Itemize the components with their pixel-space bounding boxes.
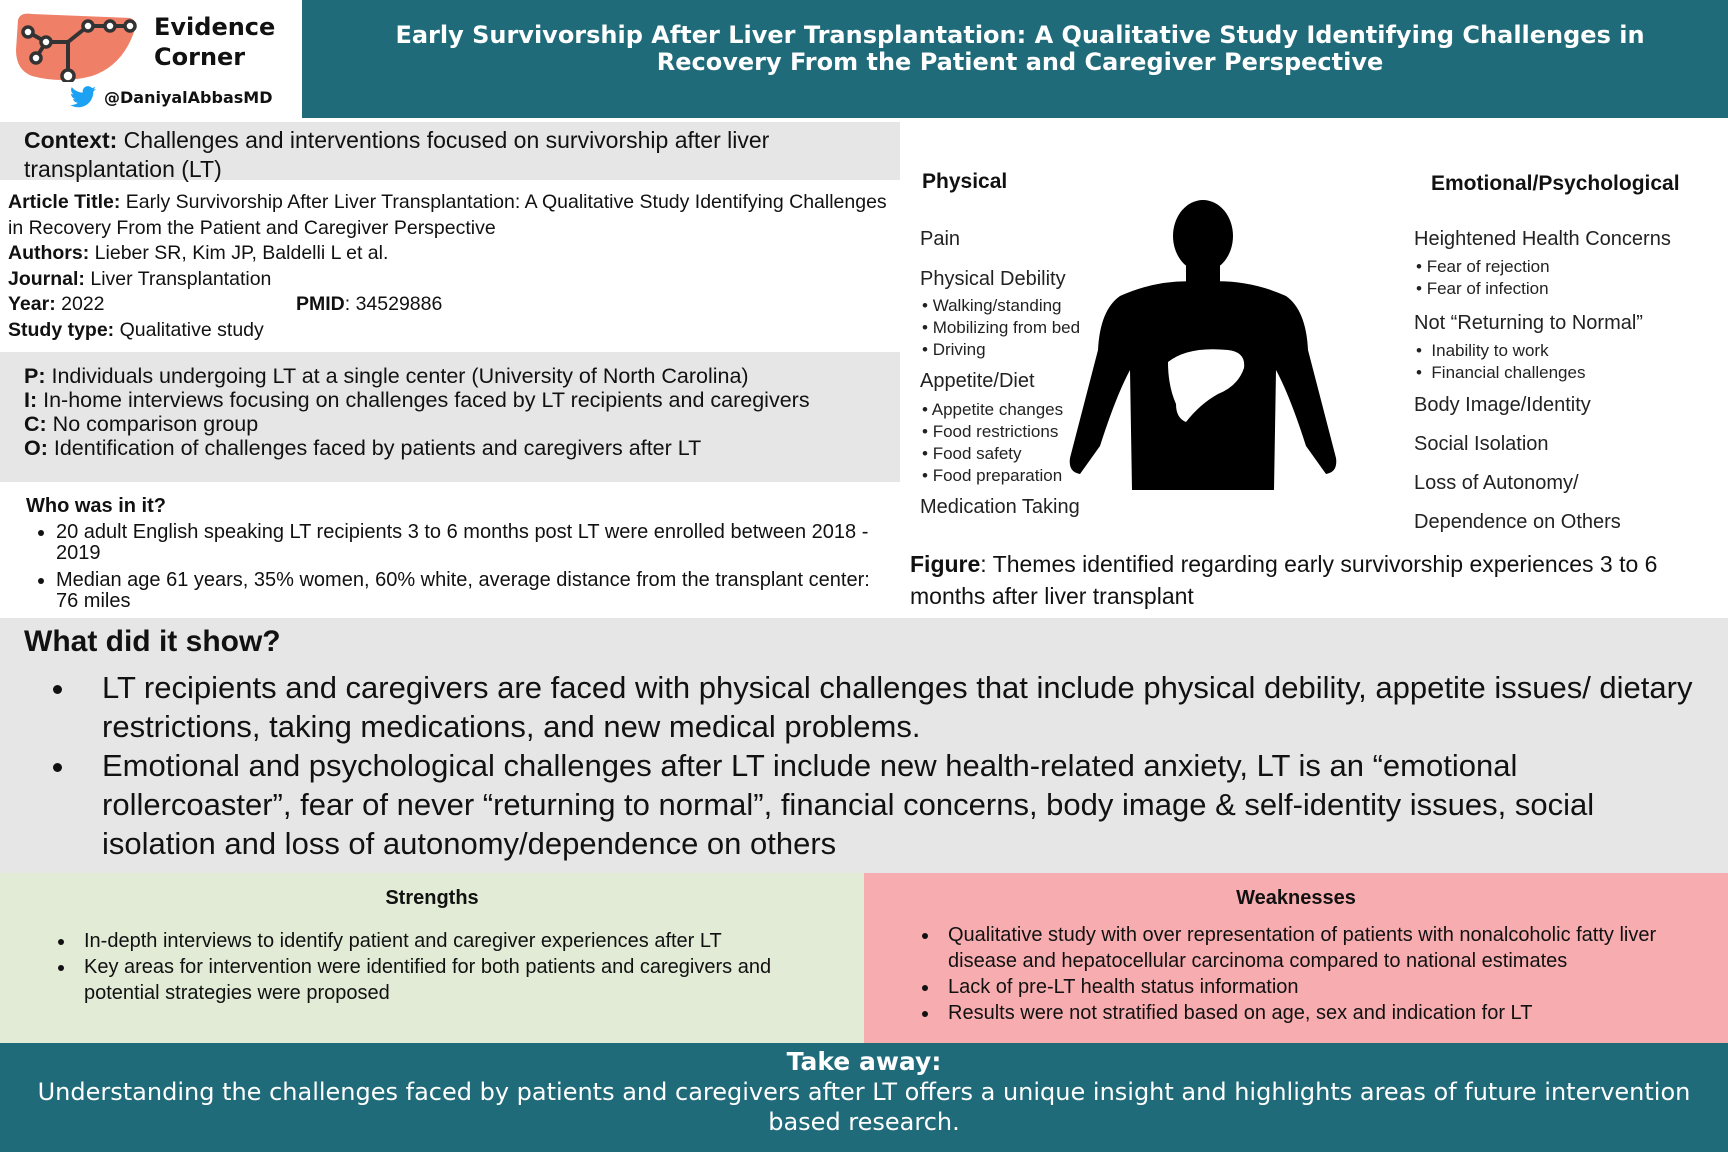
themes-figure: [900, 150, 1728, 570]
list-item: • Key areas for intervention were identified for both patients and caregivers and potential strategies were proposed: [76, 954, 834, 1006]
takeaway-text: Understanding the challenges faced by patients and caregivers after LT offers a unique insight and highlights areas of future intervention based research.: [37, 1078, 1691, 1136]
article-title-label: Article Title:: [8, 191, 121, 213]
journal: Liver Transplantation: [90, 267, 272, 290]
strengths-box: [0, 873, 864, 1043]
pico-p: Individuals undergoing LT at a single center (University of North Carolina): [51, 364, 749, 388]
theme-body-image: Body Image/Identity: [1414, 394, 1591, 416]
year: 2022: [61, 293, 105, 315]
brand-header: [0, 0, 302, 118]
takeaway-banner: [0, 1043, 1728, 1152]
findings-title: What did it show?: [24, 625, 281, 658]
list-item: • Fear of rejection: [1416, 257, 1550, 276]
theme-social-isolation: Social Isolation: [1414, 433, 1549, 455]
network-logo-icon: [12, 10, 140, 82]
title-banner: [302, 0, 1728, 118]
list-item: • Emotional and psychological challenges after LT include new health-related anxiety, LT is an “emotional rollercoaster”, fear of never “returning to normal”, financial concerns, body image & self-identity issues, social isolation and loss of autonomy/dependence on others: [78, 746, 1704, 863]
list-item: • Food safety: [922, 444, 1022, 463]
weaknesses-title: Weaknesses: [1236, 887, 1356, 909]
study-type: Qualitative study: [119, 318, 264, 341]
emotional-title: Emotional/Psychological: [1431, 172, 1680, 195]
list-item: • Walking/standing: [922, 296, 1062, 315]
year-label: Year:: [8, 293, 56, 315]
list-item: • Food restrictions: [922, 422, 1059, 441]
list-item: • Food preparation: [922, 466, 1063, 485]
theme-loss-of-autonomy: Loss of Autonomy/: [1414, 472, 1579, 494]
context-text: Challenges and interventions focused on survivorship after liver transplantation (LT): [24, 127, 770, 182]
pico-p-label: P:: [24, 364, 46, 388]
pmid: : 34529886: [344, 293, 443, 315]
pico-o-label: O:: [24, 436, 48, 460]
twitter-handle[interactable]: @DaniyalAbbasMD: [104, 87, 273, 107]
authors-label: Authors:: [8, 242, 90, 264]
population-title: Who was in it?: [26, 495, 166, 517]
strengths-title: Strengths: [385, 887, 479, 909]
study-type-label: Study type:: [8, 318, 115, 341]
pico-i: In-home interviews focusing on challenges faced by LT recipients and caregivers: [43, 388, 810, 412]
list-item: • Lack of pre-LT health status information: [940, 974, 1698, 1000]
twitter-bird-icon: [70, 86, 96, 108]
list-item: • Appetite changes: [922, 400, 1064, 419]
pmid-label: PMID: [296, 293, 345, 315]
context-box: [0, 122, 900, 180]
list-item: • Mobilizing from bed: [922, 318, 1081, 337]
article-info: [8, 190, 888, 343]
theme-dependence: Dependence on Others: [1414, 511, 1621, 533]
list-item: • Driving: [922, 340, 986, 359]
article-title: Early Survivorship After Liver Transplantation: A Qualitative Study Identifying Challenges in Recovery From the Patient and Caregiver Perspective: [8, 191, 887, 239]
list-item: • Qualitative study with over representation of patients with nonalcoholic fatty liver disease and hepatocellular carcinoma compared to national estimates: [940, 922, 1698, 974]
list-item: • Fear of infection: [1416, 279, 1549, 298]
theme-appetite-diet: Appetite/Diet: [920, 370, 1035, 392]
pico-c-label: C:: [24, 412, 47, 436]
takeaway-title: Take away:: [786, 1047, 942, 1076]
theme-pain: Pain: [920, 228, 961, 250]
journal-label: Journal:: [8, 267, 85, 290]
list-item: • Financial challenges: [1416, 363, 1586, 382]
population-section: [26, 494, 886, 618]
brand-name: Evidence Corner: [154, 13, 276, 71]
page-title: Early Survivorship After Liver Transplantation: A Qualitative Study Identifying Challenges in Recovery From the Patient and Caregiver Perspective: [395, 21, 1645, 76]
authors: Lieber SR, Kim JP, Baldelli L et al.: [94, 242, 389, 264]
pico-i-label: I:: [24, 388, 38, 412]
physical-title: Physical: [922, 170, 1008, 193]
context-label: Context:: [24, 127, 118, 153]
twitter-handle-row[interactable]: [70, 86, 272, 108]
list-item: • 20 adult English speaking LT recipients 3 to 6 months post LT were enrolled between 2018 - 2019: [56, 522, 886, 564]
list-item: • Median age 61 years, 35% women, 60% white, average distance from the transplant center: 76 miles: [56, 570, 886, 612]
list-item: • Inability to work: [1416, 341, 1549, 360]
list-item: • Results were not stratified based on age, sex and indication for LT: [940, 1000, 1698, 1026]
pico-c: No comparison group: [52, 412, 259, 436]
list-item: • LT recipients and caregivers are faced with physical challenges that include physical debility, appetite issues/ dietary restrictions, taking medications, and new medical problems.: [78, 668, 1704, 746]
theme-returning-to-normal: Not “Returning to Normal”: [1414, 312, 1643, 334]
theme-physical-debility: Physical Debility: [920, 268, 1066, 290]
theme-health-concerns: Heightened Health Concerns: [1414, 228, 1671, 250]
theme-medication-taking: Medication Taking: [920, 496, 1080, 518]
figure-caption: Figure: Themes identified regarding early survivorship experiences 3 to 6 months after liver transplant: [910, 551, 1658, 609]
findings-section: [0, 618, 1728, 873]
weaknesses-box: [864, 873, 1728, 1043]
list-item: • In-depth interviews to identify patient and caregiver experiences after LT: [76, 928, 834, 954]
pico-box: [0, 352, 900, 482]
pico-o: Identification of challenges faced by patients and caregivers after LT: [53, 436, 702, 460]
body-silhouette-icon: [1068, 200, 1338, 500]
